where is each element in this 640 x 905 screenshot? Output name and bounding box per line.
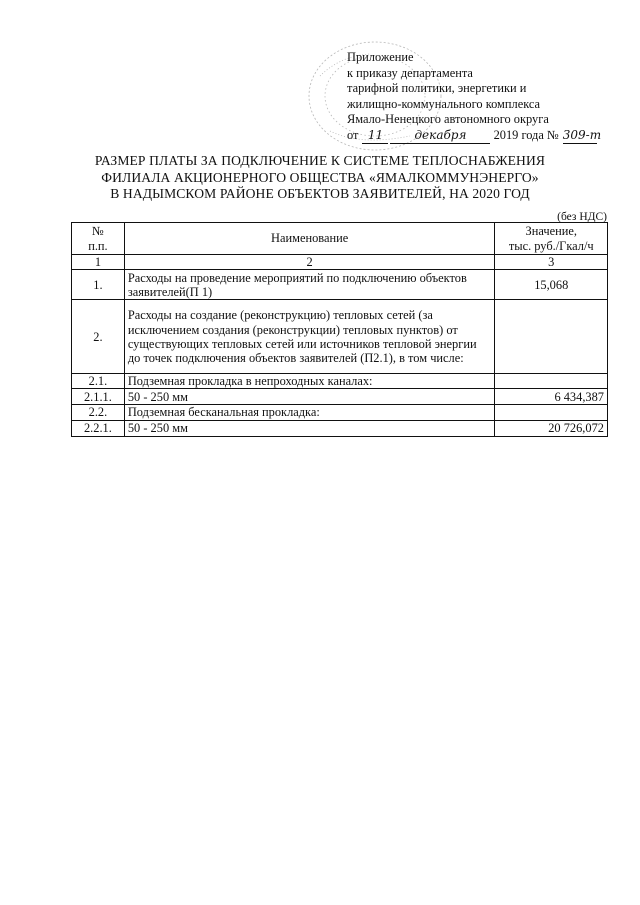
handwritten-order-number: 309-т xyxy=(563,128,597,145)
appendix-line: жилищно-коммунального комплекса xyxy=(347,96,541,111)
row-name: Подземная бесканальная прокладка: xyxy=(124,405,495,420)
row-num: 2.1. xyxy=(72,374,125,389)
header-value: Значение, тыс. руб./Гкал/ч xyxy=(495,223,608,255)
title-line: РАЗМЕР ПЛАТЫ ЗА ПОДКЛЮЧЕНИЕ К СИСТЕМЕ ТЕПЛОСНАБЖЕНИЯ xyxy=(94,153,546,168)
header-name: Наименование xyxy=(124,223,495,255)
index-cell: 3 xyxy=(495,255,608,270)
row-num: 2.2. xyxy=(72,405,125,420)
date-year: 2019 года № xyxy=(493,127,559,142)
handwritten-day: 11 xyxy=(362,128,388,145)
row-name: Расходы на создание (реконструкцию) тепловых сетей (за исключением создания (реконструкции) тепловых пунктов) от существующих тепловых сетей или источников тепловой энергии до точек подключения объектов заявителей (П2.1), в том числе: xyxy=(124,300,495,374)
appendix-header xyxy=(347,50,617,144)
row-num: 2.2.1. xyxy=(72,420,125,436)
row-value xyxy=(495,300,608,374)
row-value xyxy=(495,374,608,389)
appendix-line: Ямало-Ненецкого автономного округа xyxy=(347,112,549,126)
table-row xyxy=(72,389,608,405)
row-name: 50 - 250 мм xyxy=(124,420,495,436)
header-num: № п.п. xyxy=(72,223,125,255)
table-row xyxy=(72,270,608,300)
row-value xyxy=(495,405,608,420)
table-header-row xyxy=(72,223,608,255)
row-value: 20 726,072 xyxy=(495,420,608,436)
tariff-table xyxy=(71,222,608,437)
index-cell: 2 xyxy=(124,255,495,270)
document-title xyxy=(40,153,600,203)
appendix-line: Приложение xyxy=(347,50,414,64)
date-prefix: от xyxy=(347,127,359,142)
row-value: 6 434,387 xyxy=(495,389,608,405)
vat-note: (без НДС) xyxy=(557,211,607,223)
appendix-line: к приказу департамента xyxy=(347,65,473,80)
index-cell: 1 xyxy=(72,255,125,270)
row-name: 50 - 250 мм xyxy=(124,389,495,405)
row-num: 1. xyxy=(72,270,125,300)
appendix-line: тарифной политики, энергетики и xyxy=(347,81,527,95)
row-name: Расходы на проведение мероприятий по подключению объектов заявителей(П 1) xyxy=(124,270,495,300)
row-num: 2. xyxy=(72,300,125,374)
order-date-line xyxy=(347,127,602,142)
table-row xyxy=(72,420,608,436)
table-row xyxy=(72,374,608,389)
title-line: ФИЛИАЛА АКЦИОНЕРНОГО ОБЩЕСТВА «ЯМАЛКОММУНЭНЕРГО» xyxy=(101,169,539,185)
table-row xyxy=(72,300,608,374)
row-value: 15,068 xyxy=(495,270,608,300)
row-num: 2.1.1. xyxy=(72,389,125,405)
handwritten-month: декабря xyxy=(390,128,490,145)
row-name: Подземная прокладка в непроходных каналах: xyxy=(124,374,495,389)
index-row xyxy=(72,255,608,270)
table-row xyxy=(72,405,608,420)
title-line: В НАДЫМСКОМ РАЙОНЕ ОБЪЕКТОВ ЗАЯВИТЕЛЕЙ, НА 2020 ГОД xyxy=(110,186,530,201)
